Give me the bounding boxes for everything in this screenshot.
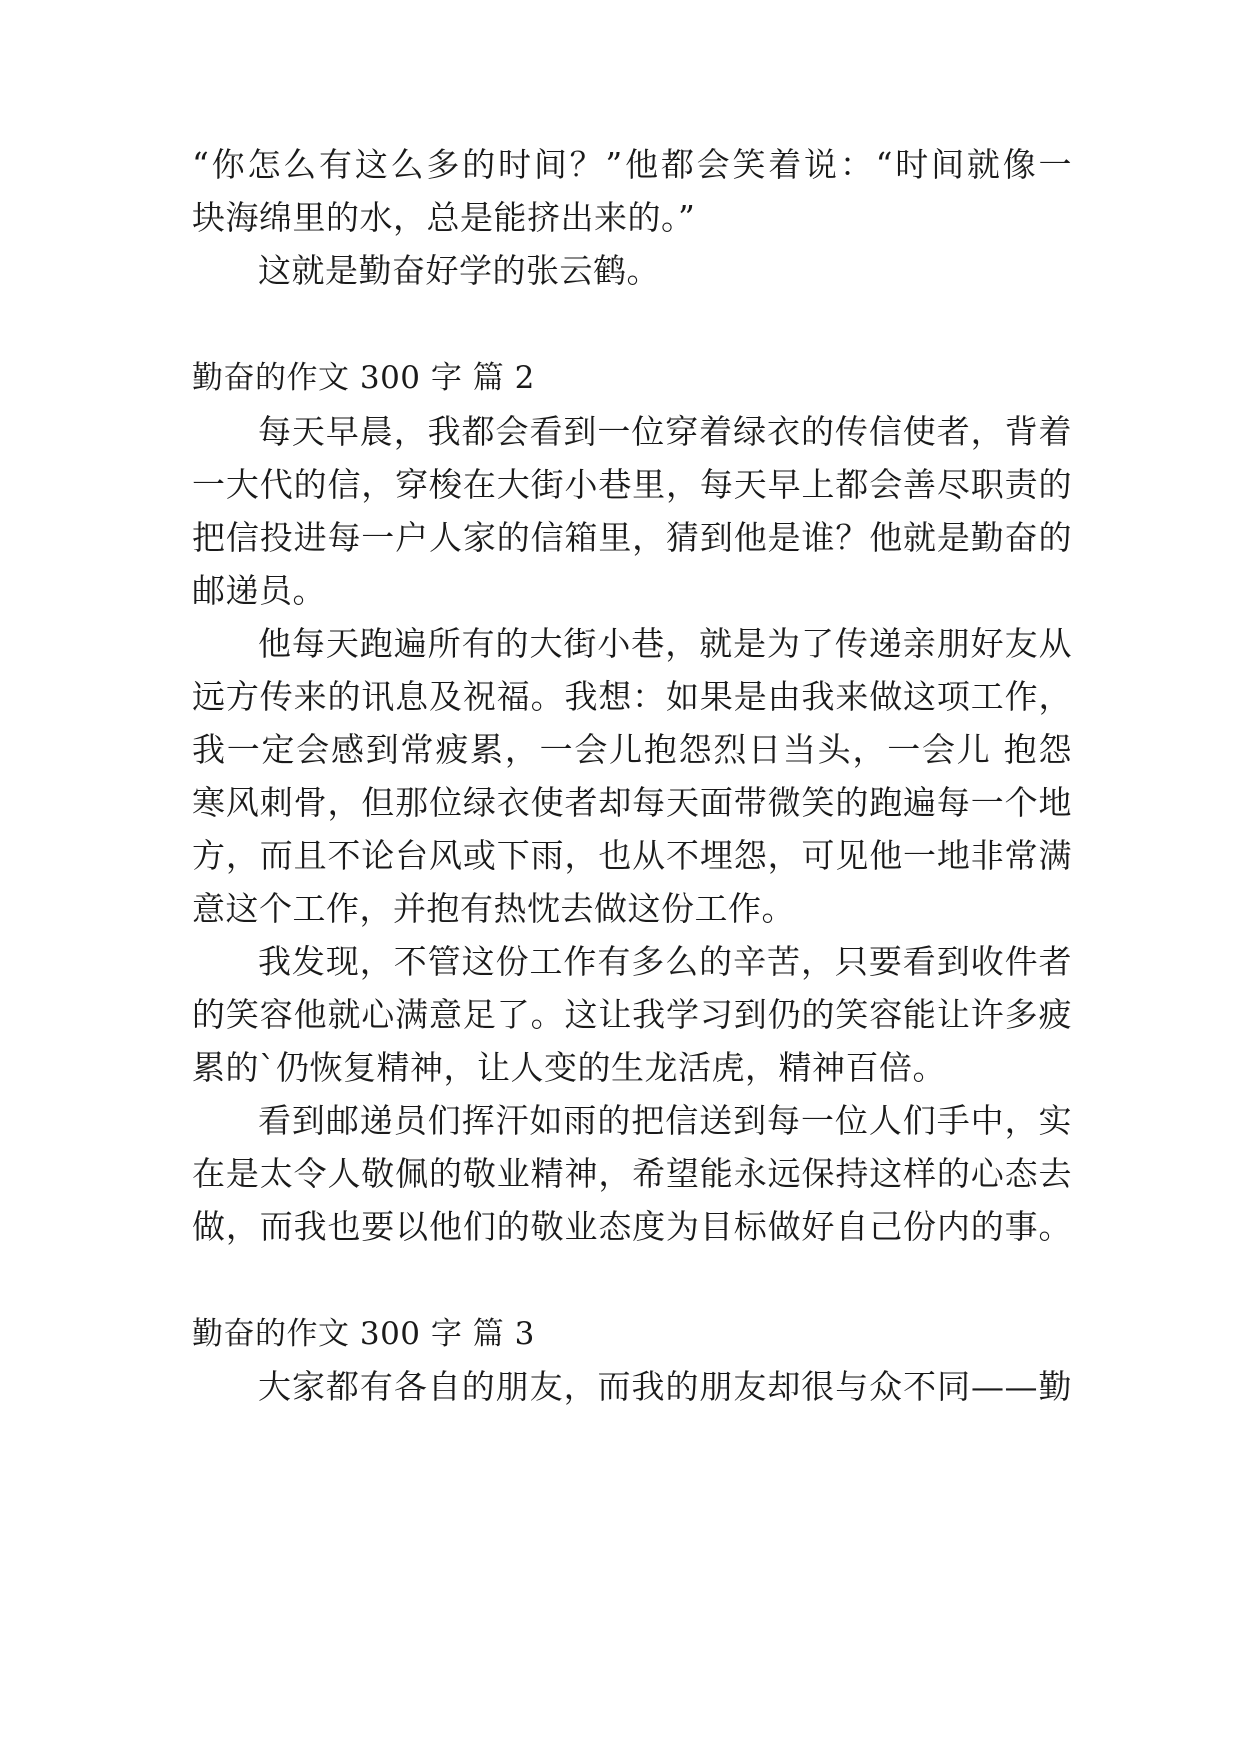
text-line: 寒风刺骨，但那位绿衣使者却每天面带微笑的跑遍每一个地: [192, 783, 1072, 822]
text-line: 方，而且不论台风或下雨，也从不埋怨，可见他一地非常满: [192, 836, 1072, 875]
text-line: 这就是勤奋好学的张云鹤。: [258, 251, 660, 290]
text-line: 邮递员。: [192, 571, 326, 610]
text-line: 一大代的信，穿梭在大街小巷里，每天早上都会善尽职责的: [192, 465, 1072, 504]
section-heading: 勤奋的作文 300 字 篇 3: [192, 1316, 535, 1352]
text-line: 他每天跑遍所有的大街小巷，就是为了传递亲朋好友从: [258, 624, 1072, 663]
text-line: 把信投进每一户人家的信箱里，猜到他是谁？他就是勤奋的: [192, 518, 1072, 557]
text-line: 看到邮递员们挥汗如雨的把信送到每一位人们手中，实: [258, 1101, 1072, 1140]
text-line: 远方传来的讯息及祝福。我想：如果是由我来做这项工作，: [192, 677, 1072, 716]
text-line: “你怎么有这么多的时间？”他都会笑着说：“时间就像一: [192, 145, 1072, 184]
text-line: 累的`仍恢复精神，让人变的生龙活虎，精神百倍。: [192, 1048, 946, 1087]
text-line: 我一定会感到常疲累，一会儿抱怨烈日当头，一会儿 抱怨: [192, 730, 1072, 769]
text-line: 做，而我也要以他们的敬业态度为目标做好自己份内的事。: [192, 1207, 1072, 1246]
section-heading: 勤奋的作文 300 字 篇 2: [192, 360, 535, 396]
text-line: 块海绵里的水，总是能挤出来的。”: [192, 198, 696, 237]
text-line: 我发现，不管这份工作有多么的辛苦，只要看到收件者: [258, 942, 1072, 981]
text-line: 意这个工作，并抱有热忱去做这份工作。: [192, 889, 795, 928]
text-line: 每天早晨，我都会看到一位穿着绿衣的传信使者，背着: [258, 412, 1072, 451]
text-line: 大家都有各自的朋友，而我的朋友却很与众不同——勤: [258, 1367, 1072, 1406]
text-line: 的笑容他就心满意足了。这让我学习到仍的笑容能让许多疲: [192, 995, 1072, 1034]
text-line: 在是太令人敬佩的敬业精神，希望能永远保持这样的心态去: [192, 1154, 1072, 1193]
